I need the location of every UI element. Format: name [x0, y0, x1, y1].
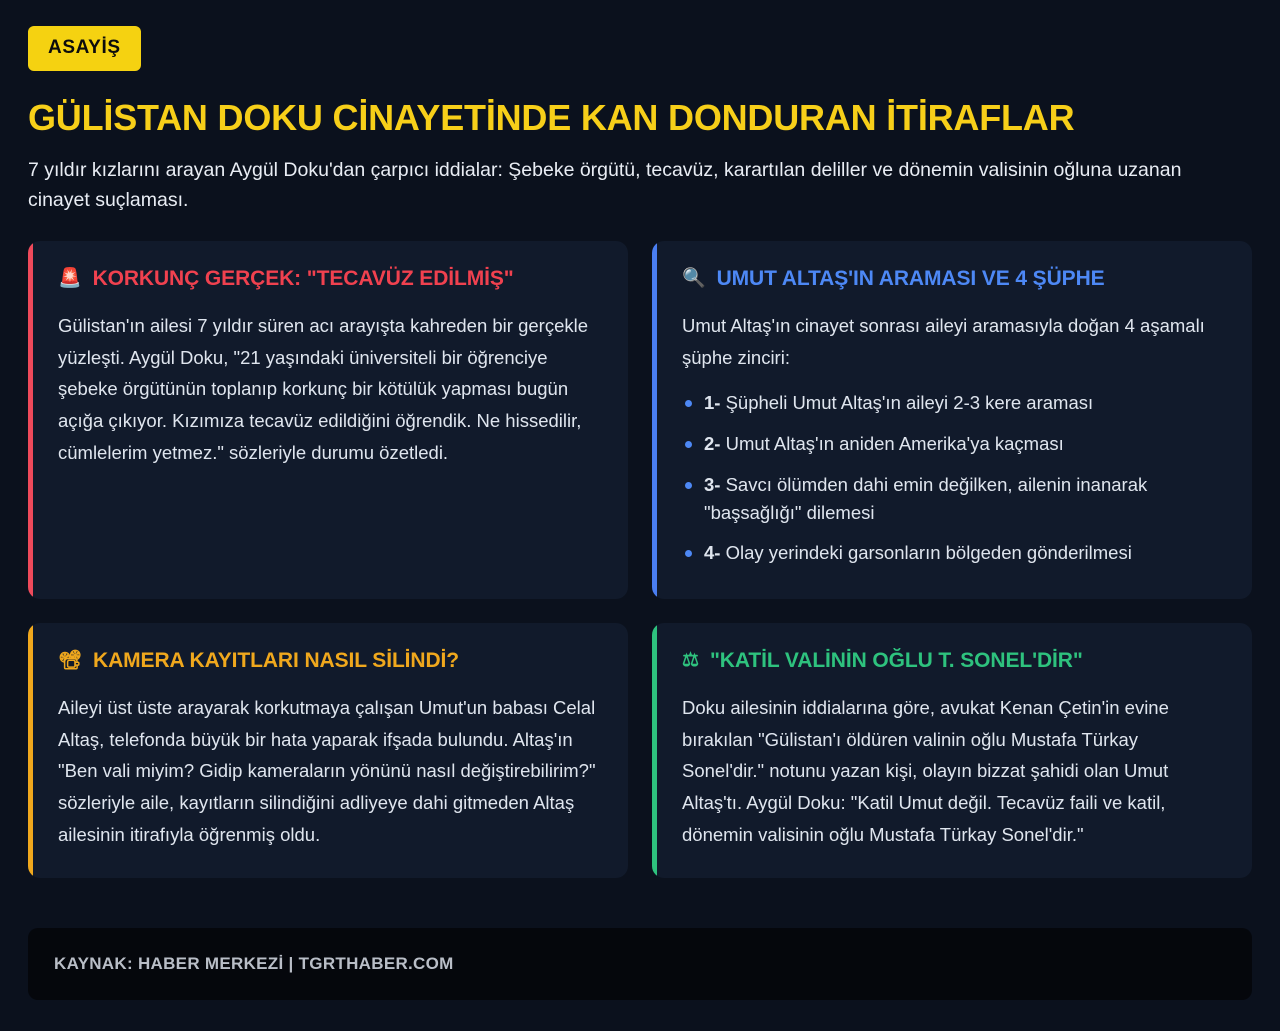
card-body-text: Doku ailesinin iddialarına göre, avukat Kenan Çetin'in evine bırakılan "Gülistan'ı öldüren valinin oğlu Mustafa Türkay Sonel'dir." notunu yazan kişi, olayın bizzat şahidi olan Umut Altaş'tı. Aygül Doku: "Katil Umut değil. Tecavüz faili ve katil, dönemin valisinin oğlu Mustafa Türkay Sonel'dir."	[682, 696, 1169, 846]
card-title-text: "KATİL VALİNİN OĞLU T. SONEL'DİR"	[709, 648, 1083, 672]
suspicion-list	[682, 389, 1224, 567]
cards-grid	[28, 241, 1252, 878]
page-title: GÜLİSTAN DOKU CİNAYETİNDE KAN DONDURAN İTİRAFLAR	[28, 97, 1075, 138]
card-title	[58, 267, 600, 291]
card-korkunc-gercek	[28, 241, 628, 599]
card-title-text: KORKUNÇ GERÇEK: "TECAVÜZ EDİLMİŞ"	[92, 266, 514, 290]
card-title	[682, 649, 1224, 673]
header	[28, 26, 1252, 215]
list-item	[682, 471, 1224, 527]
card-title	[58, 649, 600, 673]
card-title-text: UMUT ALTAŞ'IN ARAMASI VE 4 ŞÜPHE	[716, 266, 1105, 290]
category-badge: ASAYİŞ	[28, 26, 141, 71]
list-item-number: 4-	[704, 542, 721, 564]
list-item-number: 1-	[704, 392, 721, 414]
list-item-text: Savcı ölümden dahi emin değilken, ailenin inanarak "başsağlığı" dilemesi	[704, 473, 1148, 523]
card-body-text: Aileyi üst üste arayarak korkutmaya çalışan Umut'un babası Celal Altaş, telefonda büyük bir hata yaparak ifşada bulundu. Altaş'ın "Ben vali miyim? Gidip kameraların yönünü nasıl değiştirebilirim?" sözleriyle aile, kayıtların silindiğini adliyeye dahi gitmeden Altaş ailesinin itirafıyla öğrenmiş oldu.	[58, 696, 596, 846]
card-title-text: KAMERA KAYITLARI NASIL SİLİNDİ?	[93, 648, 460, 672]
card-title	[682, 267, 1224, 291]
list-item	[682, 430, 1224, 458]
card-body-text: Umut Altaş'ın cinayet sonrası aileyi aramasıyla doğan 4 aşamalı şüphe zinciri:	[682, 314, 1205, 368]
magnifying-glass-icon: 🔍	[682, 268, 706, 290]
page-subtitle: 7 yıldır kızlarını arayan Aygül Doku'dan çarpıcı iddialar: Şebeke örgütü, tecavüz, karartılan deliller ve dönemin valisinin oğluna uzanan cinayet suçlaması.	[28, 159, 1182, 211]
card-kamera-kayitlari	[28, 623, 628, 878]
police-siren-icon: 🚨	[58, 268, 82, 290]
footer	[28, 928, 1252, 1000]
card-body-text: Gülistan'ın ailesi 7 yıldır süren acı arayışta kahreden bir gerçekle yüzleşti. Aygül Doku, "21 yaşındaki üniversiteli bir öğrenciye şebeke örgütünün toplanıp korkunç bir kötülük yapması bugün açığa çıkıyor. Kızımıza tecavüz edildiğini öğrendik. Ne hissedilir, cümlelerim yetmez." sözleriyle durumu özetledi.	[58, 314, 589, 464]
scales-of-justice-icon: ⚖	[682, 650, 699, 672]
list-item	[682, 539, 1224, 567]
list-item-text: Şüpheli Umut Altaş'ın aileyi 2-3 kere araması	[720, 392, 1094, 414]
list-item-number: 2-	[704, 433, 721, 455]
card-umut-altas-aramasi	[652, 241, 1252, 599]
film-projector-icon: 📽	[58, 650, 83, 672]
list-item-number: 3-	[704, 473, 721, 495]
source-text: KAYNAK: HABER MERKEZİ | TGRTHABER.COM	[54, 954, 454, 973]
list-item-text: Umut Altaş'ın aniden Amerika'ya kaçması	[720, 433, 1064, 455]
card-katil-valinin-oglu	[652, 623, 1252, 878]
list-item	[682, 389, 1224, 417]
list-item-text: Olay yerindeki garsonların bölgeden gönderilmesi	[720, 542, 1132, 564]
